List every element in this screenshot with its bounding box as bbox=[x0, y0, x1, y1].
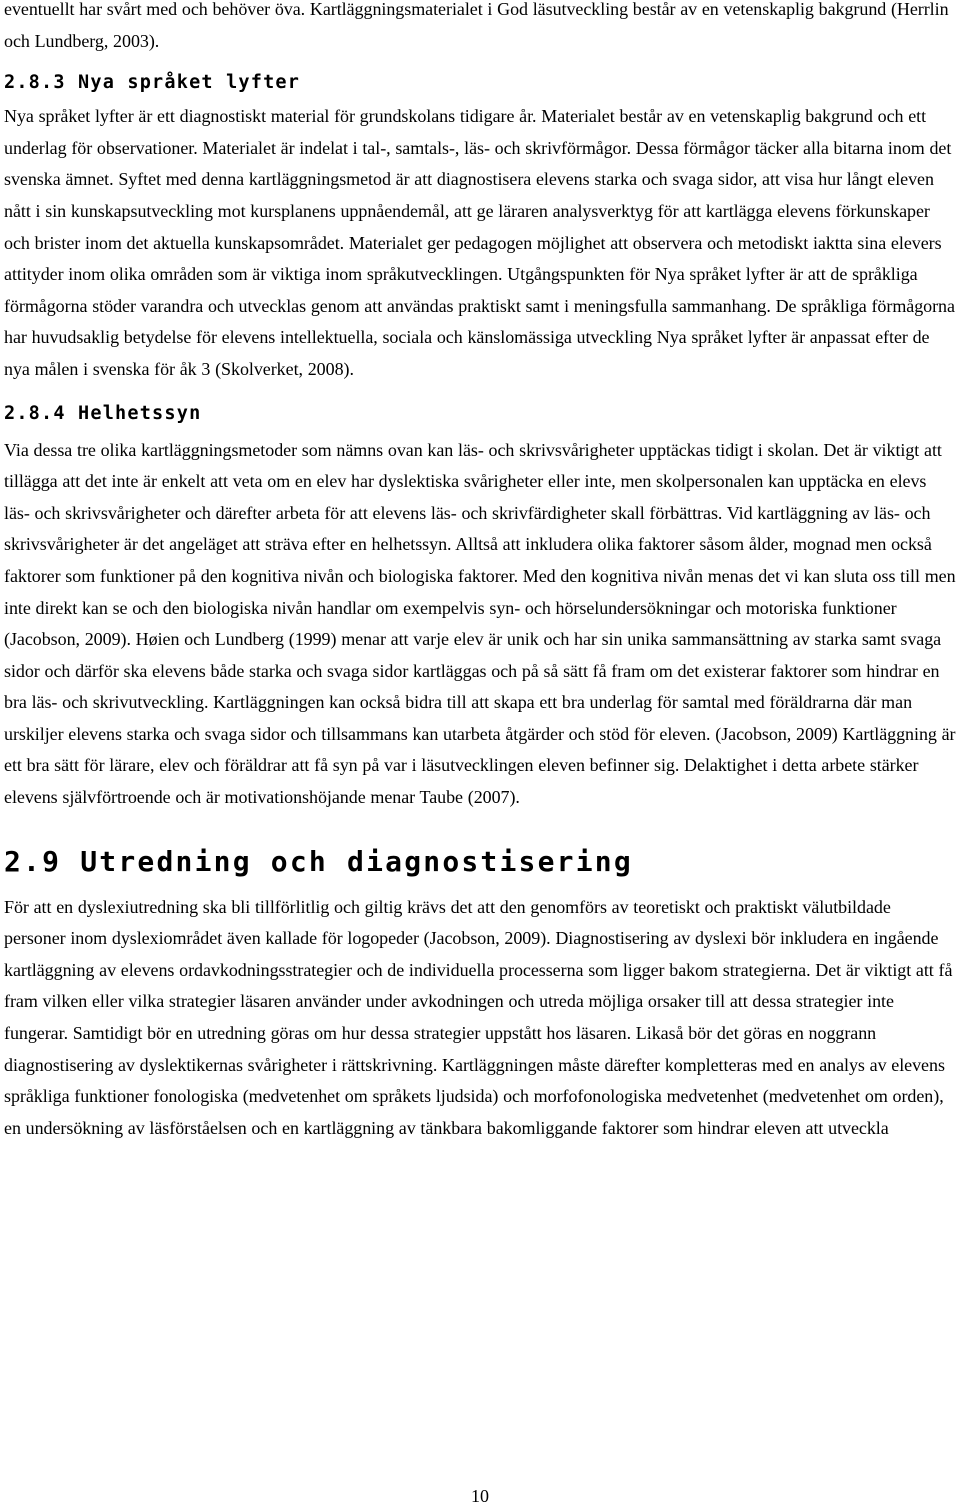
document-page bbox=[4, 0, 956, 1144]
paragraph-nya-spraket-lyfter: Nya språket lyfter är ett diagnostiskt material för grundskolans tidigare år. Materialet består av en vetenskaplig bakgrund och ett underlag för observationer. Materialet är indelat i tal-, samtals-, läs- och skrivförmågor. Dessa förmågor täcker alla bitarna inom det svenska ämnet. Syftet med denna kartläggningsmetod är att diagnostisera elevens starka och svaga sidor, att visa hur långt eleven nått i sin kunskapsutveckling mot kursplanens uppnåendemål, att ge läraren analysverktyg för att kartlägga elevens förkunskaper och brister inom det aktuella kunskapsområdet. Materialet ger pedagogen möjlighet att observera och metodiskt iaktta sina elevers attityder inom olika områden som är viktiga inom språkutvecklingen. Utgångspunkten för Nya språket lyfter är att de språkliga förmågorna stöder varandra och utvecklas genom att användas praktiskt samt i meningsfulla sammanhang. De språkliga förmågorna har huvudsaklig betydelse för elevens intellektuella, sociala och känslomässiga utveckling Nya språket lyfter är anpassat efter de nya målen i svenska för åk 3 (Skolverket, 2008). bbox=[4, 106, 955, 379]
page-number: 10 bbox=[471, 1486, 489, 1506]
heading-nya-spraket-lyfter: 2.8.3 Nya språket lyfter bbox=[4, 72, 301, 94]
paragraph-utredning: För att en dyslexiutredning ska bli tillförlitlig och giltig krävs det att den genomförs av teoretiskt och praktiskt välutbildade personer inom dyslexiområdet även kallade för logopeder (Jacobson, 2009). Diagnostisering av dyslexi bör inkludera en ingående kartläggning av elevens ordavkodningsstrategier och de individuella processerna som ligger bakom strategierna. Det är viktigt att få fram vilken eller vilka strategier läsaren använder under avkodningen och utreda möjliga orsaker till att dessa strategier inte fungerar. Samtidigt bör en utredning göras om hur dessa strategier uppstått hos läsaren. Likaså bör det göras en noggrann diagnostisering av dyslektikernas svårigheter i rättskrivning. Kartläggningen måste därefter kompletteras med en analys av elevens språkliga funktioner fonologiska (medvetenhet om språkets ljudsida) och morfofonologiska medvetenhet (medvetenhet om orden), en undersökning av läsförståelsen och en kartläggning av tänkbara bakomliggande faktorer som hindrar eleven att utveckla bbox=[4, 896, 953, 1138]
paragraph-intro: eventuellt har svårt med och behöver öva. Kartläggningsmaterialet i God läsutveckling består av en vetenskaplig bakgrund (Herrlin och Lundberg, 2003). bbox=[4, 0, 949, 51]
paragraph-helhetssyn: Via dessa tre olika kartläggningsmetoder som nämns ovan kan läs- och skrivsvårigheter upptäckas tidigt i skolan. Det är viktigt att tillägga att det inte är enkelt att veta om en elev har dyslektiska svårigheter eller inte, men skolpersonalen kan upptäcka en elevs läs- och skrivsvårigheter och därefter arbeta för att elevens läs- och skrivfärdigheter skall förbättras. Vid kartläggning av läs- och skrivsvårigheter är det angeläget att sträva efter en helhetssyn. Alltså att inkludera olika faktorer såsom ålder, mognad men också faktorer som funktioner på den kognitiva nivån och biologiska faktorer. Med den kognitiva nivån menas det vi kan sluta oss till men inte direkt kan se och den biologiska nivån handlar om exempelvis syn- och hörselundersökningar och motoriska funktioner (Jacobson, 2009). Høien och Lundberg (1999) menar att varje elev är unik och har sin unika sammansättning av starka samt svaga sidor och därför ska elevens både starka och svaga sidor kartläggas och på så sätt få fram om det existerar faktorer som hindrar en bra läs- och skrivutveckling. Kartläggningen kan också bidra till att skapa ett bra underlag för samtal med föräldrarna där man urskiljer elevens starka och svaga sidor och tillsammans kan utarbeta åtgärder och stöd för eleven. (Jacobson, 2009) Kartläggning är ett bra sätt för lärare, elev och föräldrar att få syn på var i läsutvecklingen eleven befinner sig. Delaktighet i detta arbete stärker elevens självförtroende och är motivationshöjande menar Taube (2007). bbox=[4, 439, 956, 808]
heading-utredning-och-diagnostisering: 2.9 Utredning och diagnostisering bbox=[4, 844, 633, 878]
heading-helhetssyn: 2.8.4 Helhetssyn bbox=[4, 402, 202, 424]
